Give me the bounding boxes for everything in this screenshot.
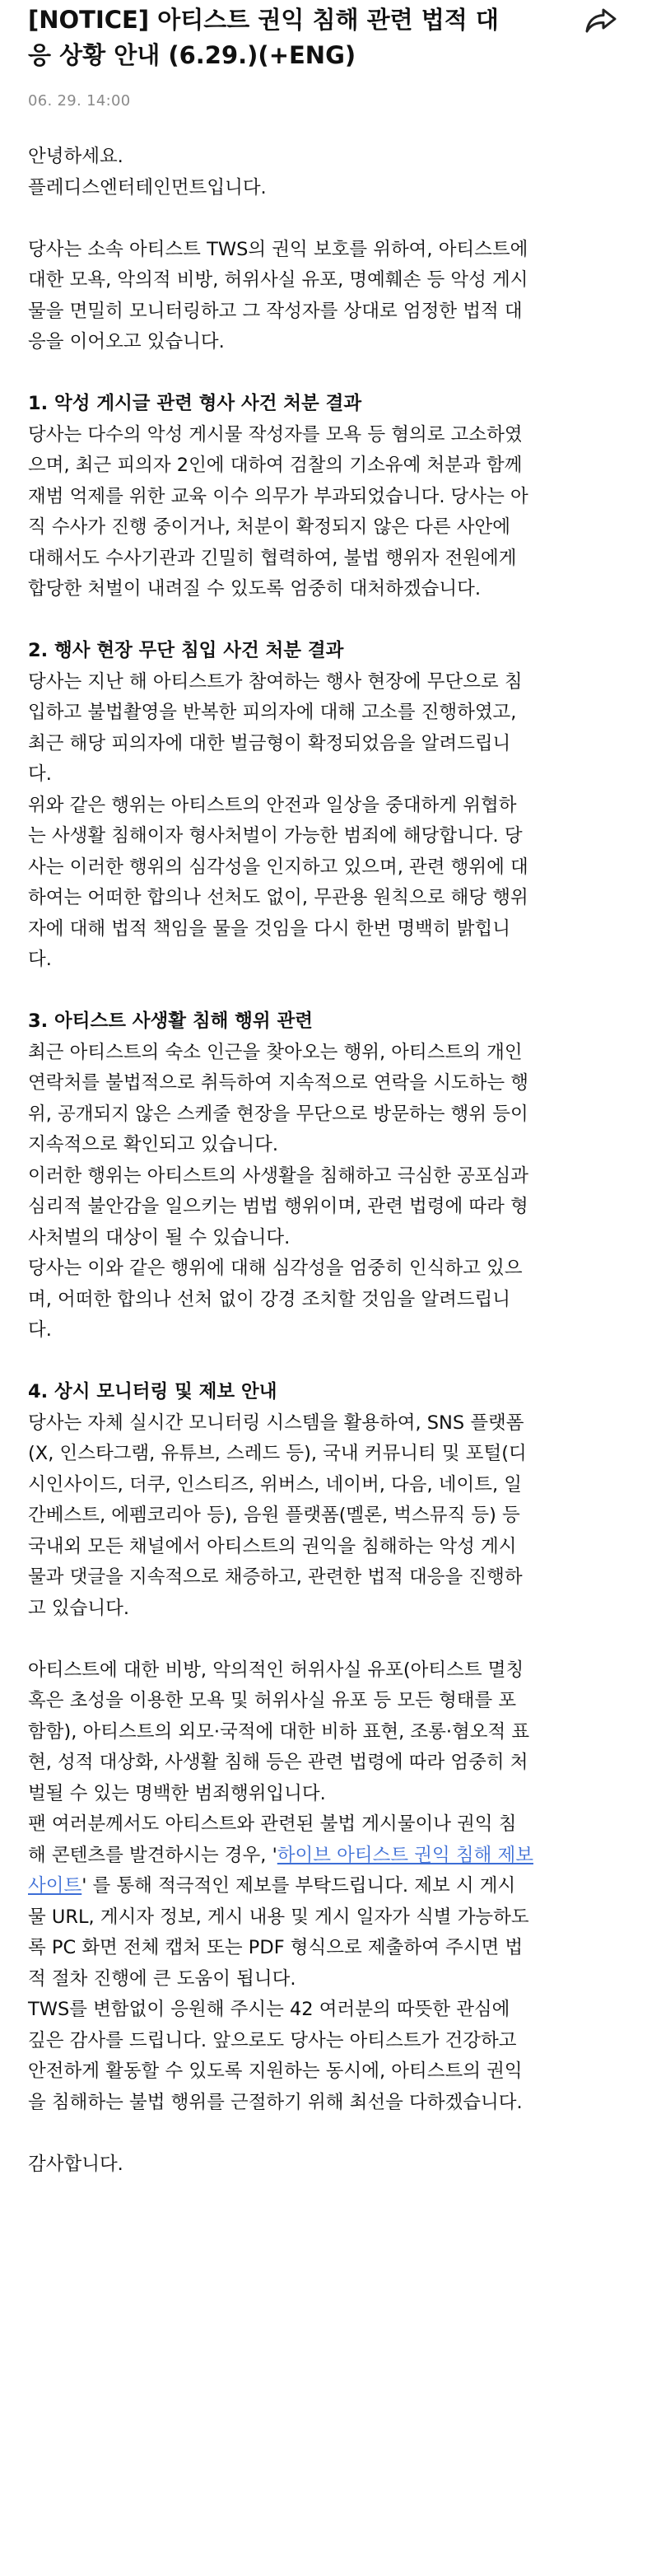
blank-line xyxy=(28,2118,622,2149)
blank-line xyxy=(28,1624,622,1655)
report-site-link[interactable]: 하이브 아티스트 권익 침해 제보 xyxy=(277,1844,533,1866)
post-body xyxy=(28,142,622,2180)
section-heading: 1. 악성 게시글 관련 형사 사건 처분 결과 xyxy=(28,393,362,414)
section-line xyxy=(28,1871,622,1902)
section-line: 깊은 감사를 드립니다. 앞으로도 당사는 아티스트가 건강하고 xyxy=(28,2029,517,2051)
blank-line xyxy=(28,203,622,235)
section-line: 사처벌의 대상이 될 수 있습니다. xyxy=(28,1226,291,1248)
section-line: 벌될 수 있는 명백한 범죄행위입니다. xyxy=(28,1782,326,1804)
section-line: 간베스트, 에펨코리아 등), 음원 플랫폼(멜론, 벅스뮤직 등) 등 xyxy=(28,1505,520,1526)
section-line: 당사는 자체 실시간 모니터링 시스템을 활용하여, SNS 플랫폼 xyxy=(28,1412,524,1434)
section-line: 다. xyxy=(28,1319,52,1341)
greeting-line: 안녕하세요. xyxy=(28,146,123,167)
section-line: 심리적 불안감을 일으키는 범법 행위이며, 관련 법령에 따라 형 xyxy=(28,1196,528,1217)
section-line: 국내외 모든 채널에서 아티스트의 권익을 침해하는 악성 게시 xyxy=(28,1535,517,1557)
link-trail-text: ' 를 통해 적극적인 제보를 부탁드립니다. 제보 시 게시 xyxy=(81,1875,516,1897)
blank-line xyxy=(28,605,622,637)
intro-line: 당사는 소속 아티스트 TWS의 권익 보호를 위하여, 아티스트에 xyxy=(28,238,528,260)
intro-line: 응을 이어오고 있습니다. xyxy=(28,331,225,352)
share-icon[interactable] xyxy=(581,2,621,41)
section-line: 재범 억제를 위한 교육 이수 의무가 부과되었습니다. 당사는 아 xyxy=(28,485,528,507)
section-heading: 4. 상시 모니터링 및 제보 안내 xyxy=(28,1381,277,1402)
section-line: 입하고 불법촬영을 반복한 피의자에 대해 고소를 진행하였고, xyxy=(28,702,517,723)
section-line: 을 침해하는 불법 행위를 근절하기 위해 최선을 다하겠습니다. xyxy=(28,2091,523,2113)
section-line: 대해서도 수사기관과 긴밀히 협력하여, 불법 행위자 전원에게 xyxy=(28,547,517,569)
section-line: 아티스트에 대한 비방, 악의적인 허위사실 유포(아티스트 멸칭 xyxy=(28,1659,524,1681)
section-line: 다. xyxy=(28,763,52,785)
section-line: 팬 여러분께서도 아티스트와 관련된 불법 게시물이나 권익 침 xyxy=(28,1813,517,1835)
section-heading: 3. 아티스트 사생활 침해 행위 관련 xyxy=(28,1010,313,1032)
section-line: 며, 어떠한 합의나 선처 없이 강경 조치할 것임을 알려드립니 xyxy=(28,1288,511,1310)
section-line: 당사는 지난 해 아티스트가 참여하는 행사 현장에 무단으로 침 xyxy=(28,670,523,693)
section-line: TWS를 변함없이 응원해 주시는 42 여러분의 따뜻한 관심에 xyxy=(28,1999,510,2020)
section-line: 다. xyxy=(28,949,52,970)
section-line: 혹은 초성을 이용한 모욕 및 허위사실 유포 등 모든 형태를 포 xyxy=(28,1690,517,1711)
intro-line: 물을 면밀히 모니터링하고 그 작성자를 상대로 엄정한 법적 대 xyxy=(28,300,523,322)
section-line: 함함), 아티스트의 외모·국적에 대한 비하 표현, 조롱·혐오적 표 xyxy=(28,1720,530,1743)
section-line: 위와 같은 행위는 아티스트의 안전과 일상을 중대하게 위협하 xyxy=(28,794,517,816)
section-line: 연락처를 불법적으로 취득하여 지속적으로 연락을 시도하는 행 xyxy=(28,1072,529,1094)
post-title-line: [NOTICE] 아티스트 권익 침해 관련 법적 대 xyxy=(28,6,499,34)
section-line: 으며, 최근 피의자 2인에 대하여 검찰의 기소유예 처분과 함께 xyxy=(28,455,523,476)
report-site-link[interactable]: 사이트 xyxy=(28,1875,82,1897)
section-line: 지속적으로 확인되고 있습니다. xyxy=(28,1134,279,1155)
section-line: 는 사생활 침해이자 형사처벌이 가능한 범죄에 해당합니다. 당 xyxy=(28,825,523,847)
blank-line xyxy=(28,358,622,390)
section-line xyxy=(28,1841,622,1872)
post-date: 06. 29. 14:00 xyxy=(28,92,131,110)
closing-line: 감사합니다. xyxy=(28,2153,123,2175)
section-line: 적 절차 진행에 큰 도움이 됩니다. xyxy=(28,1967,296,1990)
section-line: 록 PC 화면 전체 캡처 또는 PDF 형식으로 제출하여 주시면 법 xyxy=(28,1937,524,1958)
section-line: 안전하게 활동할 수 있도록 지원하는 동시에, 아티스트의 권익 xyxy=(28,2060,523,2082)
section-line: 이러한 행위는 아티스트의 사생활을 침해하고 극심한 공포심과 xyxy=(28,1164,529,1187)
section-line: 최근 아티스트의 숙소 인근을 찾아오는 행위, 아티스트의 개인 xyxy=(28,1041,523,1063)
section-line: 자에 대해 법적 책임을 물을 것임을 다시 한번 명백히 밝힙니 xyxy=(28,917,511,940)
section-line: 사는 이러한 행위의 심각성을 인지하고 있으며, 관련 행위에 대 xyxy=(28,856,528,878)
intro-line: 대한 모욕, 악의적 비방, 허위사실 유포, 명예훼손 등 악성 게시 xyxy=(28,269,528,291)
section-line: (X, 인스타그램, 유튜브, 스레드 등), 국내 커뮤니티 및 포털(디 xyxy=(28,1443,527,1464)
post-title xyxy=(28,0,547,73)
section-line: 고 있습니다. xyxy=(28,1597,129,1619)
greeting-line: 플레디스엔터테인먼트입니다. xyxy=(28,176,267,198)
section-line: 시인사이드, 더쿠, 인스티즈, 위버스, 네이버, 다음, 네이트, 일 xyxy=(28,1473,523,1496)
section-line: 당사는 이와 같은 행위에 대해 심각성을 엄중히 인식하고 있으 xyxy=(28,1258,523,1279)
section-line: 물과 댓글을 지속적으로 채증하고, 관련한 법적 대응을 진행하 xyxy=(28,1566,523,1588)
section-line: 합당한 처벌이 내려질 수 있도록 엄중히 대처하겠습니다. xyxy=(28,578,481,600)
section-line: 하여는 어떠한 합의나 선처도 없이, 무관용 원칙으로 해당 행위 xyxy=(28,887,528,908)
blank-line xyxy=(28,1346,622,1378)
section-line: 최근 해당 피의자에 대한 벌금형이 확정되었음을 알려드립니 xyxy=(28,732,511,754)
post-header xyxy=(28,0,547,73)
section-line: 물 URL, 게시자 정보, 게시 내용 및 게시 일자가 식별 가능하도 xyxy=(28,1906,529,1928)
blank-line xyxy=(28,976,622,1007)
post-title-line: 응 상황 안내 (6.29.)(+ENG) xyxy=(28,41,356,69)
section-line: 위, 공개되지 않은 스케줄 현장을 무단으로 방문하는 행위 등이 xyxy=(28,1103,528,1125)
link-lead-text: 해 콘텐츠를 발견하시는 경우, xyxy=(28,1844,272,1866)
section-heading: 2. 행사 현장 무단 침입 사건 처분 결과 xyxy=(28,640,344,661)
link-quote: ' xyxy=(272,1844,277,1866)
section-line: 당사는 다수의 악성 게시물 작성자를 모욕 등 혐의로 고소하였 xyxy=(28,423,523,446)
section-line: 직 수사가 진행 중이거나, 처분이 확정되지 않은 다른 사안에 xyxy=(28,516,511,538)
section-line: 현, 성적 대상화, 사생활 침해 등은 관련 법령에 따라 엄중히 처 xyxy=(28,1752,528,1773)
